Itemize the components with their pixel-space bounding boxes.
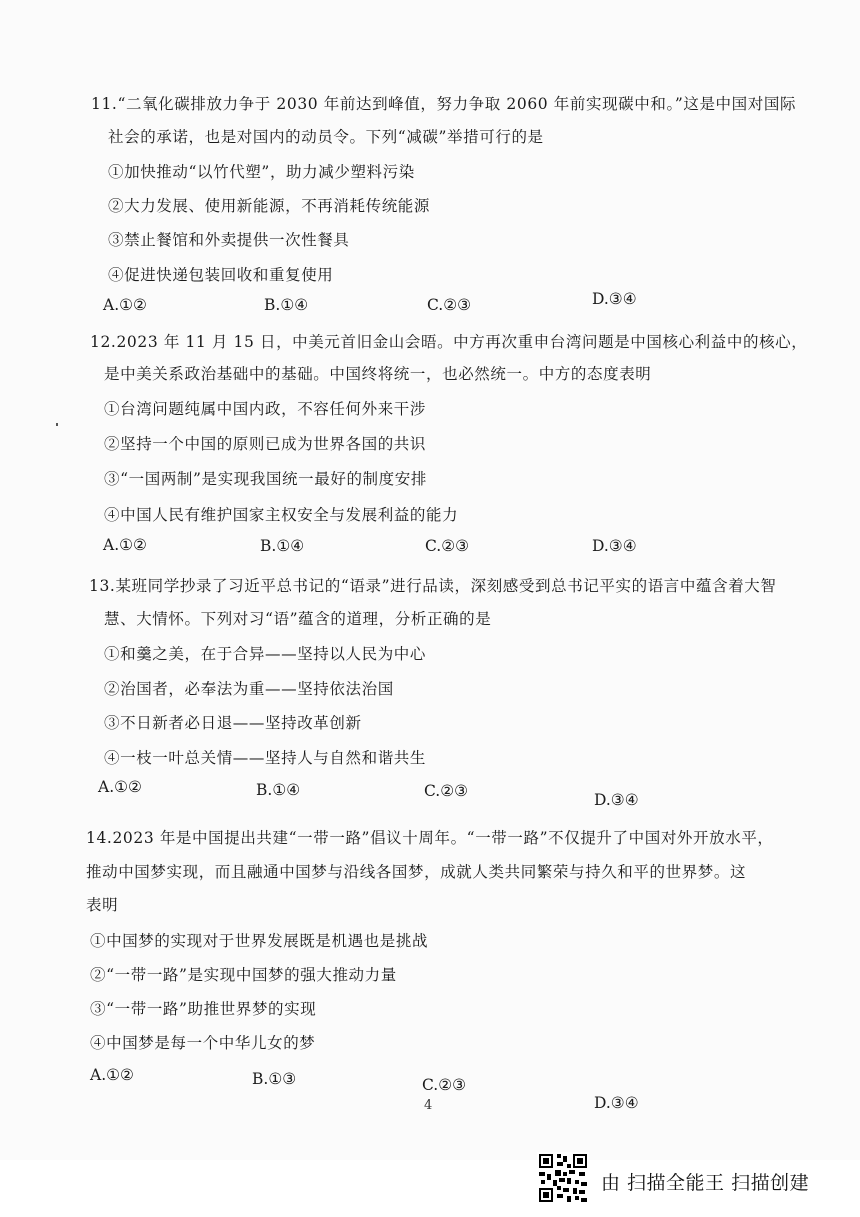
statement-item: ②“一带一路”是实现中国梦的强大推动力量 bbox=[90, 966, 397, 984]
option-d: D.③④ bbox=[592, 537, 637, 555]
statement-item: ①台湾问题纯属中国内政，不容任何外来干涉 bbox=[104, 400, 427, 418]
statement-item: ③不日新者必日退——坚持改革创新 bbox=[104, 714, 362, 732]
question-stem-line: 11.“二氧化碳排放力争于 2030 年前达到峰值，努力争取 2060 年前实现碳中和。”这是中国对国际 bbox=[91, 95, 797, 113]
scanner-footer bbox=[537, 1146, 847, 1208]
question-stem-line: 推动中国梦实现，而且融通中国梦与沿线各国梦，成就人类共同繁荣与持久和平的世界梦。这 bbox=[86, 863, 747, 881]
statement-item: ④促进快递包装回收和重复使用 bbox=[108, 266, 334, 284]
statement-item: ①加快推动“以竹代塑”，助力减少塑料污染 bbox=[108, 163, 415, 181]
qr-code-icon bbox=[537, 1152, 589, 1204]
option-a: A.①② bbox=[103, 536, 147, 554]
option-a: A.①② bbox=[103, 296, 147, 314]
scan-speck bbox=[56, 423, 58, 426]
option-b: B.①④ bbox=[256, 781, 301, 799]
statement-item: ④一枝一叶总关情——坚持人与自然和谐共生 bbox=[104, 749, 427, 767]
question-stem-line: 14.2023 年是中国提出共建“一带一路”倡议十周年。“一带一路”不仅提升了中国对外开放水平， bbox=[86, 829, 774, 847]
option-a: A.①② bbox=[90, 1066, 134, 1084]
statement-item: ④中国人民有维护国家主权安全与发展利益的能力 bbox=[104, 506, 459, 524]
option-c: C.②③ bbox=[422, 1076, 467, 1094]
option-a: A.①② bbox=[98, 778, 142, 796]
statement-item: ②治国者，必奉法为重——坚持依法治国 bbox=[104, 680, 394, 698]
option-d: D.③④ bbox=[594, 1094, 639, 1112]
statement-item: ②坚持一个中国的原则已成为世界各国的共识 bbox=[104, 435, 427, 453]
option-b: B.①④ bbox=[264, 296, 309, 314]
statement-item: ③“一国两制”是实现我国统一最好的制度安排 bbox=[104, 470, 427, 488]
question-stem-line: 表明 bbox=[86, 896, 119, 914]
statement-item: ①中国梦的实现对于世界发展既是机遇也是挑战 bbox=[90, 932, 429, 950]
scanner-watermark-text: 由 扫描全能王 扫描创建 bbox=[601, 1172, 810, 1194]
question-stem-line: 慧、大情怀。下列对习“语”蕴含的道理，分析正确的是 bbox=[104, 610, 492, 628]
statement-item: ③“一带一路”助推世界梦的实现 bbox=[90, 1000, 317, 1018]
option-c: C.②③ bbox=[425, 537, 470, 555]
statement-item: ④中国梦是每一个中华儿女的梦 bbox=[90, 1034, 316, 1052]
statement-item: ②大力发展、使用新能源，不再消耗传统能源 bbox=[108, 197, 431, 215]
option-b: B.①③ bbox=[252, 1070, 297, 1088]
statement-item: ①和羹之美，在于合异——坚持以人民为中心 bbox=[104, 645, 427, 663]
question-stem-line: 是中美关系政治基础中的基础。中国终将统一，也必然统一。中方的态度表明 bbox=[104, 365, 652, 383]
option-b: B.①④ bbox=[260, 537, 305, 555]
question-stem-line: 社会的承诺，也是对国内的动员令。下列“减碳”举措可行的是 bbox=[108, 128, 544, 146]
option-c: C.②③ bbox=[424, 782, 469, 800]
option-c: C.②③ bbox=[427, 296, 472, 314]
question-stem-line: 12.2023 年 11 月 15 日，中美元首旧金山会晤。中方再次重申台湾问题是中国核心利益中的核心， bbox=[90, 333, 808, 351]
question-stem-line: 13.某班同学抄录了习近平总书记的“语录”进行品读，深刻感受到总书记平实的语言中蕴含着大智 bbox=[89, 577, 777, 595]
page-number: 4 bbox=[424, 1098, 433, 1113]
option-d: D.③④ bbox=[592, 290, 637, 308]
statement-item: ③禁止餐馆和外卖提供一次性餐具 bbox=[108, 231, 350, 249]
option-d: D.③④ bbox=[594, 791, 639, 809]
